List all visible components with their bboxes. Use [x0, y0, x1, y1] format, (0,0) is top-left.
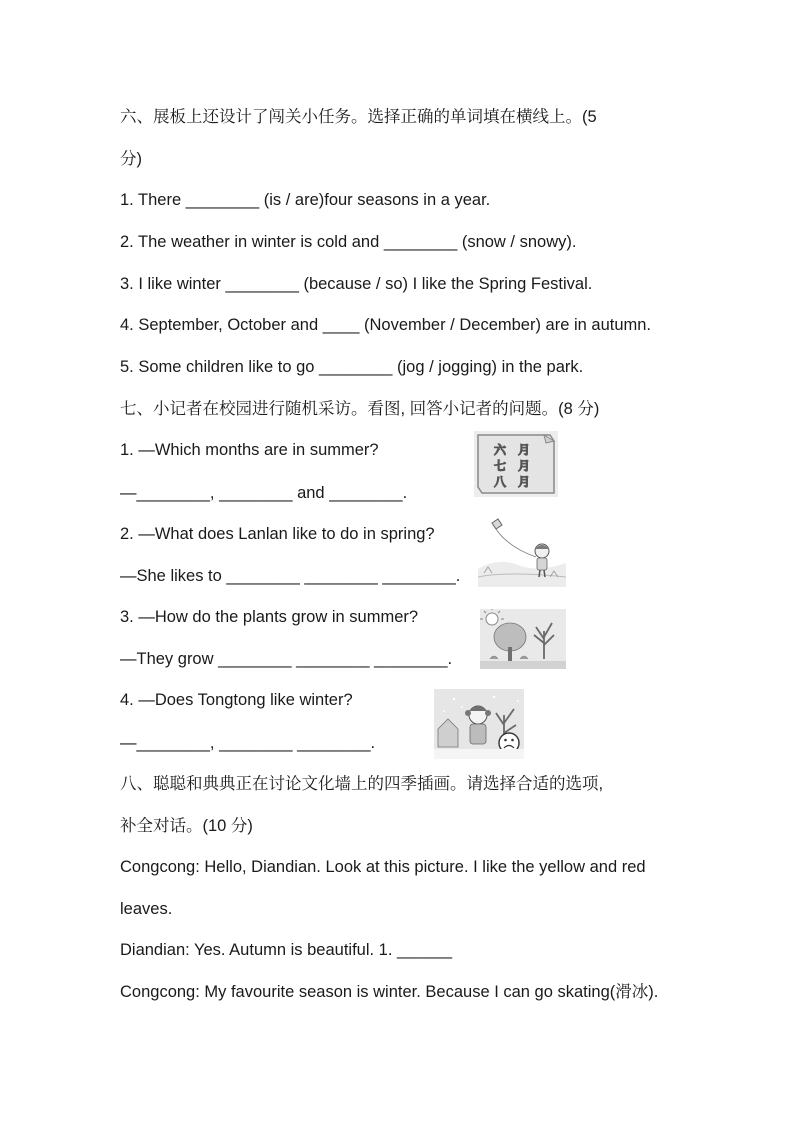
section6-title-cont: 分) [120, 150, 142, 168]
section7-answer-4: —________, ________ ________. [120, 734, 376, 752]
section6-item-5: 5. Some children like to go ________ (jog / jogging) in the park. [120, 358, 584, 376]
section6-item-4: 4. September, October and ____ (November / December) are in autumn. [120, 316, 652, 334]
section7-question-4: 4. —Does Tongtong like winter? [120, 691, 353, 709]
section6-item-1: 1. There ________ (is / are)four seasons in a year. [120, 191, 491, 209]
section7-question-3: 3. —How do the plants grow in summer? [120, 608, 419, 626]
summer-trees-picture [480, 609, 566, 669]
section7-question-2: 2. —What does Lanlan like to do in spring? [120, 525, 435, 543]
winter-girl-picture [434, 689, 524, 759]
section8-dialogue-2: leaves. [120, 900, 173, 918]
calendar-char-4: 月 [518, 459, 531, 473]
section8-title-line2: 补全对话。(10 分) [120, 817, 253, 835]
section6-item-3: 3. I like winter ________ (because / so) I like the Spring Festival. [120, 275, 593, 293]
section8-dialogue-3: Diandian: Yes. Autumn is beautiful. 1. ______ [120, 941, 453, 959]
calendar-char-3: 七 [494, 459, 507, 473]
section7-question-1: 1. —Which months are in summer? [120, 441, 379, 459]
section7-answer-1: —________, ________ and ________. [120, 484, 408, 502]
section8-title-line1: 八、聪聪和典典正在讨论文化墙上的四季插画。请选择合适的选项, [120, 775, 604, 793]
section8-dialogue-1: Congcong: Hello, Diandian. Look at this picture. I like the yellow and red [120, 858, 646, 876]
section6-item-2: 2. The weather in winter is cold and ________ (snow / snowy). [120, 233, 577, 251]
kite-girl-picture [478, 517, 566, 587]
section6-title: 六、展板上还设计了闯关小任务。选择正确的单词填在横线上。(5 [120, 108, 597, 126]
calendar-picture [474, 431, 558, 497]
calendar-char-5: 八 [494, 475, 507, 489]
section7-title: 七、小记者在校园进行随机采访。看图, 回答小记者的问题。(8 分) [120, 400, 600, 418]
section7-answer-2: —She likes to ________ ________ ________. [120, 567, 461, 585]
calendar-char-1: 六 [494, 443, 507, 457]
calendar-char-6: 月 [518, 475, 531, 489]
calendar-char-2: 月 [518, 443, 531, 457]
section7-answer-3: —They grow ________ ________ ________. [120, 650, 453, 668]
section8-dialogue-4: Congcong: My favourite season is winter. Because I can go skating(滑冰). [120, 983, 659, 1001]
